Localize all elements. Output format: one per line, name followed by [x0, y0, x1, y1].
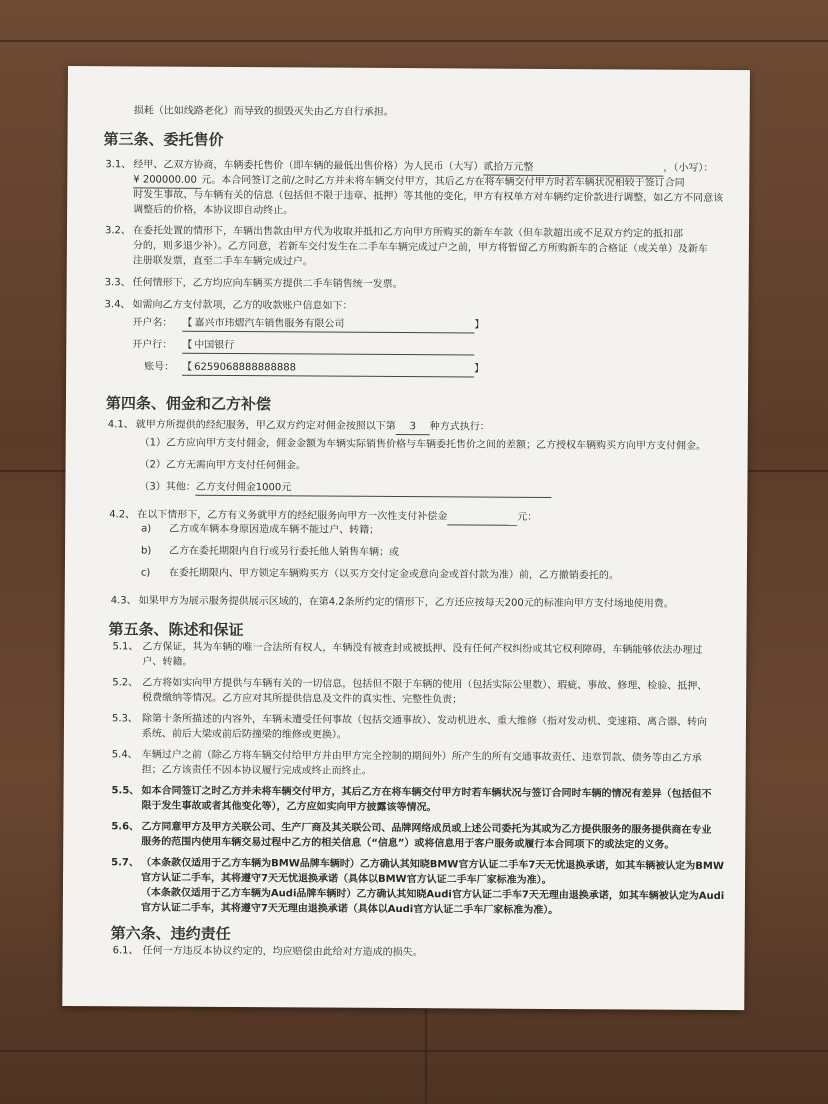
clause-3-1-num: 3.1、 [105, 159, 132, 171]
clause-5-1-num: 5.1、 [112, 641, 139, 653]
account-name-rbr: 】 [474, 319, 485, 331]
clause-5-5-line1: 如本合同签订之时乙方并未将车辆交付甲方，其后乙方在将车辆交付甲方时若车辆状况与签订合同时车辆的情况有差异（包括但不 [141, 785, 712, 800]
clause-3-1-line3: 时发生事故、与车辆有关的信息（包括但不限于违章、抵押）等其他的变化，甲方有权单方对车辆约定价款进行调整，如乙方不同意该 [133, 189, 724, 205]
account-number-underline [182, 375, 474, 378]
price-amount-field [133, 173, 201, 188]
clause-5-5-line2: 限于发生事故或者其他变化等），乙方应如实向甲方披露该等情况。 [141, 800, 437, 814]
clause-5-2-line2: 税费缴纳等情况。乙方应对其所提供信息及文件的真实性、完整性负责； [142, 692, 463, 706]
price-amount: ¥ 200000.00 [133, 174, 197, 186]
compensation-field [447, 510, 517, 525]
clause-3-2-line2: 分的，则多退少补）。乙方同意，若新车交付发生在二手车车辆完成过户之前，甲方将暂留乙方所购新车的合格证（或关单）及新车 [132, 240, 708, 255]
clause-3-4-line1: 如需向乙方支付款项，乙方的收款账户信息如下： [132, 299, 353, 312]
option-1: （1）乙方应向甲方支付佣金，佣金金额为车辆实际销售价格与车辆委托售价之间的差额；乙方授权车辆购买方向甲方支付佣金。 [139, 437, 707, 452]
clause-5-7-line4: 官方认证二手车，其将遵守7天无理由退换承诺（具体以Audi官方认证二手车厂家标准为准）。 [140, 902, 559, 917]
item-c-key: c) [140, 567, 151, 579]
wood-seam [0, 40, 828, 42]
account-number-value: 6259068888888888 [194, 361, 296, 374]
clause-5-7-line1: （本条款仅适用于乙方车辆为BMW品牌车辆时）乙方确认其知晓BMW官方认证二手车7天无忧退换承诺，如其车辆被认定为BMW [141, 857, 724, 873]
clause-4-1-line1 [136, 418, 490, 435]
clause-5-2-line1: 乙方将如实向甲方提供与车辆有关的一切信息，包括但不限于车辆的使用（包括实际公里数）、瑕疵、事故、修理、检验、抵押、 [142, 677, 708, 692]
clause-4-3-line1: 如果甲方为展示服务提供展示区域的，在第4.2条所约定的情形下，乙方还应按每天200元的标准向甲方支付场地使用费。 [138, 595, 674, 610]
bank-lbr: 【 [182, 339, 193, 351]
item-a-key: a) [141, 523, 152, 535]
option-3-value: 乙方支付佣金1000元 [195, 481, 292, 494]
clause-5-4-line2: 担；乙方该责任不因本协议履行完成或终止而终止。 [141, 764, 372, 777]
bank-label: 开户行： [132, 339, 173, 351]
bank-underline [182, 353, 474, 356]
section-3-heading: 第三条、委托售价 [103, 130, 224, 149]
bank-value: 中国银行 [194, 339, 235, 352]
clause-5-6-line1: 乙方同意甲方及甲方关联公司、生产厂商及其关联公司、品牌网络成员或上述公司委托为其或为乙方提供服务的服务提供商在专业 [141, 821, 712, 836]
clause-3-2-line3: 注册联发票，直至二手车车辆完成过户。 [132, 255, 313, 268]
clause-3-2-line1: 在委托处置的情形下，车辆出售款由甲方代为收取并抵扣乙方向甲方所购买的新车车款（但车款超出或不足双方约定的抵扣部 [132, 225, 684, 240]
item-c: 在委托期限内、甲方锁定车辆购买方（以买方交付定金或意向金或首付款为准）前，乙方撤销委托的。 [168, 567, 619, 582]
account-name-lbr: 【 [182, 317, 193, 329]
method-number: 3 [409, 421, 417, 433]
clause-5-7-num: 5.7、 [111, 857, 139, 869]
clause-6-1-line1: 任何一方违反本协议约定的，均应赔偿由此给对方造成的损失。 [142, 945, 423, 959]
clause-4-1-num: 4.1、 [107, 419, 134, 431]
clause-5-1-line1: 乙方保证，其为车辆的唯一合法所有权人，车辆没有被查封或被抵押、没有任何产权纠纷或其它权利障碍，车辆能够依法办理过 [142, 641, 703, 656]
clause-5-5-num: 5.5、 [111, 785, 140, 797]
account-name-value: 嘉兴市玮熠汽车销售服务有限公司 [194, 317, 345, 330]
clause-5-4-num: 5.4、 [111, 749, 138, 761]
account-number-label: 账号： [144, 361, 175, 373]
item-a: 乙方或车辆本身原因造成车辆不能过户、转籍； [169, 523, 380, 536]
clause-3-2-num: 3.2、 [104, 225, 131, 237]
section-4-heading: 第四条、佣金和乙方补偿 [105, 394, 272, 414]
account-number-lbr: 【 [182, 361, 193, 373]
item-b: 乙方在委托期限内自行或另行委托他人销售车辆；或 [169, 545, 400, 559]
clause-5-7-line3: （本条款仅适用于乙方车辆为Audi品牌车辆时）乙方确认其知晓Audi官方认证二手车7天无理由退换承诺，如其车辆被认定为Audi [140, 887, 725, 903]
wood-seam [425, 1000, 427, 1104]
price-capital-field [483, 161, 663, 177]
clause-4-3-num: 4.3、 [110, 595, 137, 607]
wood-seam [0, 1050, 828, 1052]
option-3 [139, 480, 551, 498]
clause-3-4-num: 3.4、 [104, 299, 131, 311]
clause-5-4-line1: 车辆过户之前（除乙方将车辆交付给甲方并由甲方完全控制的期间外）所产生的所有交通事故责任、违章罚款、债务等由乙方承 [141, 749, 702, 764]
clause-5-7-line2: 官方认证二手车，其将遵守7天无忧退换承诺（具体以BMW官方认证二手车厂家标准为准）。 [141, 872, 552, 886]
clause-4-2-text-b: 元： [517, 511, 538, 523]
item-b-key: b) [141, 545, 152, 557]
price-capital: 贰拾万元整 [483, 161, 534, 173]
clause-5-3-num: 5.3、 [111, 713, 138, 725]
option-3-field [196, 481, 552, 498]
clause-5-6-line2: 服务的范围内使用车辆交易过程中乙方的相关信息（“信息”）或将信息用于客户服务或履行本合同项下的或法定的义务。 [141, 836, 675, 851]
clause-3-1-text-b: ，（小写）： [663, 162, 714, 174]
clause-5-3-line1: 除第十条所描述的内容外，车辆未遭受任何事故（包括交通事故）、发动机进水、重大维修（指对发动机、变速箱、离合器、转向 [141, 713, 708, 728]
clause-5-3-line2: 系统、前后大梁或前后防撞梁的维修或更换）。 [141, 728, 347, 741]
clause-3-1-text-c: 元。本合同签订之前/之时乙方并未将车辆交付甲方，其后乙方在将车辆交付甲方时若车辆状况相较于签订合同 [201, 174, 685, 189]
clause-3-3-line1: 任何情形下，乙方均应向车辆买方提供二手车销售统一发票。 [132, 277, 403, 291]
clause-4-1-text-b: 种方式执行： [429, 421, 490, 433]
account-number-rbr: 】 [474, 363, 485, 375]
clause-4-2-text-a: 在以下情形下，乙方有义务就甲方的经纪服务向甲方一次性支付补偿金 [137, 509, 448, 523]
method-field [396, 420, 430, 435]
clause-3-1-text-a: 经甲、乙双方协商，车辆委托售价（即车辆的最低出售价格）为人民币（大写） [133, 159, 484, 173]
section-5-heading: 第五条、陈述和保证 [108, 620, 244, 640]
line-top: 损耗（比如线路老化）而导致的损毁灭失由乙方自行承担。 [133, 105, 394, 118]
option-2: （2）乙方无需向甲方支付任何佣金。 [139, 459, 306, 472]
account-name-underline [182, 331, 474, 334]
option-3-label: （3）其他： [139, 481, 196, 493]
clause-4-2-num: 4.2、 [109, 509, 136, 521]
clause-4-1-text-a: 就甲方所提供的经纪服务，甲乙双方约定对佣金按照以下第 [135, 419, 396, 433]
clause-6-1-num: 6.1、 [112, 945, 139, 957]
account-name-label: 开户名： [132, 317, 173, 329]
section-6-heading: 第六条、违约责任 [110, 924, 231, 944]
clause-3-3-num: 3.3、 [104, 277, 131, 289]
contract-page [62, 66, 750, 1010]
clause-5-2-num: 5.2、 [112, 677, 139, 689]
clause-5-6-num: 5.6、 [111, 821, 140, 833]
clause-5-1-line2: 户、转籍。 [142, 656, 193, 668]
clause-3-1-line4: 调整后的价格，本协议即自动终止。 [133, 204, 294, 217]
